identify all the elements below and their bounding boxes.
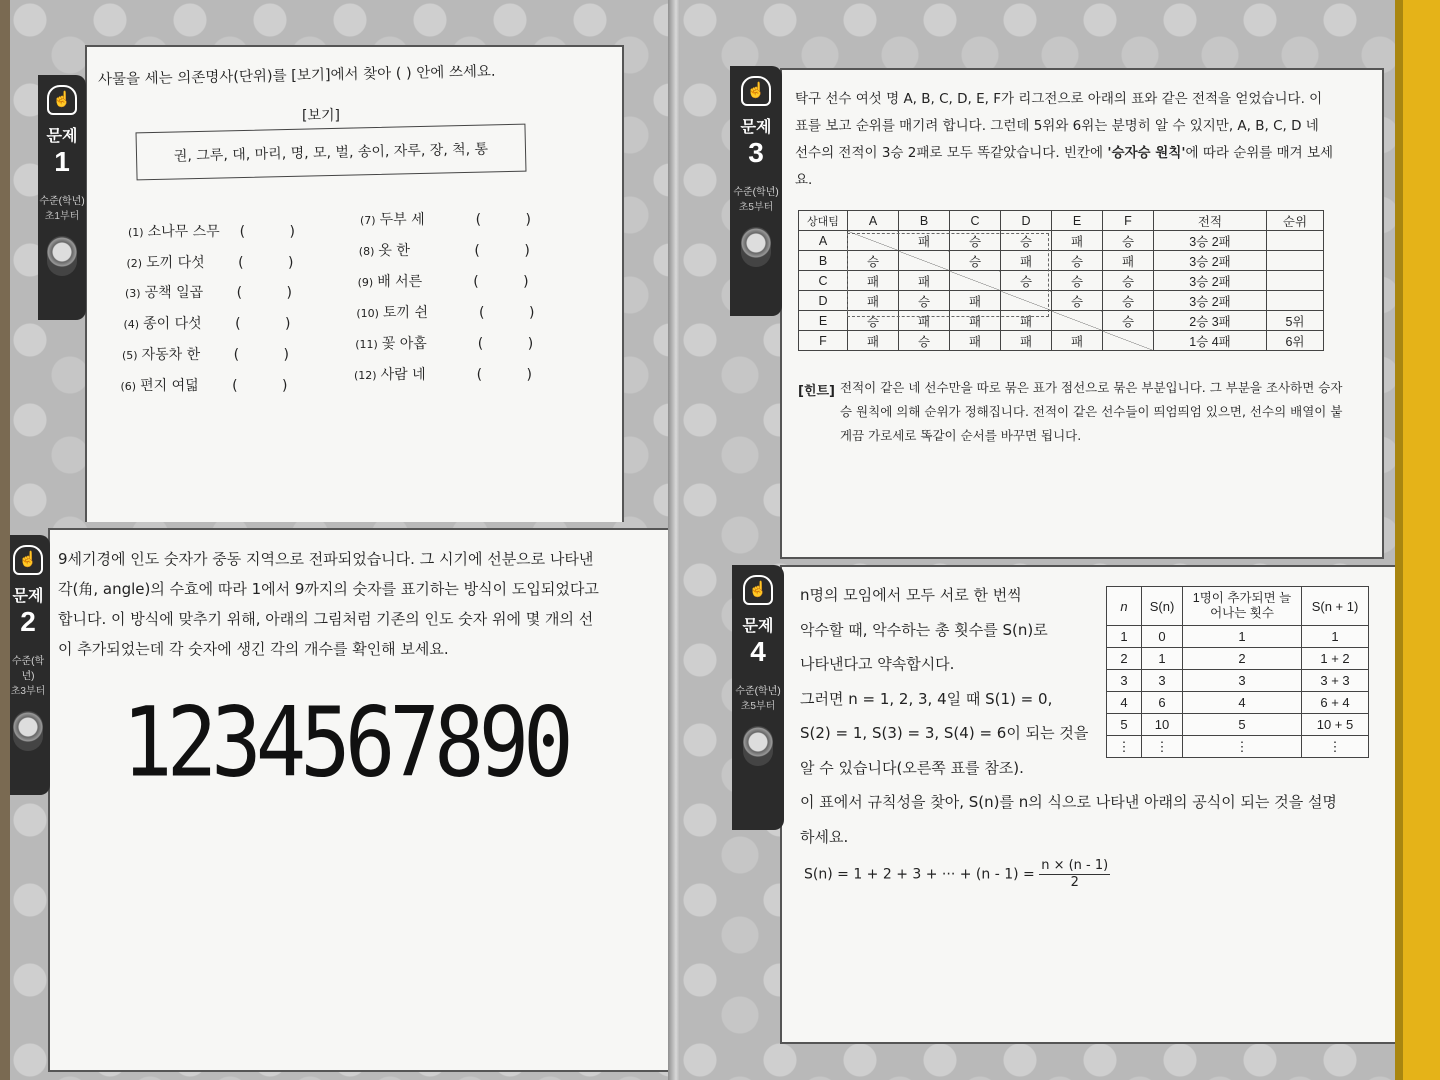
problem4-level-label: 수준(학년) xyxy=(735,686,781,697)
bogi-box xyxy=(136,124,527,181)
problem3-level-label: 수준(학년) xyxy=(733,187,779,198)
table-row xyxy=(1107,692,1369,714)
item-number: (8) xyxy=(358,245,375,258)
character-avatar xyxy=(743,726,773,766)
result-cell: 패 xyxy=(1103,251,1154,271)
problem2-text: 9세기경에 인도 숫자가 중동 지역으로 전파되었습니다. 그 시기에 선분으로 나타낸 각(角, angle)의 수효에 따라 1에서 9까지의 숫자를 표기하는 방식이 도입되었다고 합니다. 이 방식에 맞추기 위해, 아래의 그림처럼 기존의 인도 숫자 위에 몇 개의 선이 추가되었는데 각 숫자에 생긴 각의 개수를 확인해 보세요. xyxy=(58,550,599,658)
problem4-tab-number: 4 xyxy=(750,636,766,667)
answer-blank[interactable]: ( ) xyxy=(476,367,533,383)
table-cell: 1 xyxy=(1302,626,1369,648)
result-cell: 3승 2패 xyxy=(1154,271,1267,291)
result-cell: 승 xyxy=(1001,231,1052,251)
hint-text: 전적이 같은 네 선수만을 따로 묶은 표가 점선으로 묶은 부분입니다. 그 부분을 조사하면 승자승 원칙에 의해 순위가 정해집니다. 전적이 같은 선수들이 띄엄띄엄 있으면, 선수의 배열이 붙게끔 가로세로 똑같이 순서를 바꾸면 됩니다. xyxy=(840,380,1343,443)
problem1-item xyxy=(128,222,295,243)
rank-cell[interactable] xyxy=(1267,231,1324,251)
problem2-tab xyxy=(10,535,50,795)
table-cell: 5 xyxy=(1183,714,1302,736)
handshake-table xyxy=(1106,586,1369,758)
table-cell: 6 + 4 xyxy=(1302,692,1369,714)
problem2-level-label: 수준(학년) xyxy=(11,656,45,682)
table-cell: ⋮ xyxy=(1142,736,1183,758)
table-cell: 3 xyxy=(1107,670,1142,692)
item-text: 도끼 다섯 xyxy=(146,254,205,271)
result-cell: 패 xyxy=(899,271,950,291)
problem2-tab-number: 2 xyxy=(20,606,36,637)
league-table-header: D xyxy=(1001,211,1052,231)
result-cell: 승 xyxy=(899,331,950,351)
bogi-title: [보기] xyxy=(302,108,340,124)
table-cell: 6 xyxy=(1142,692,1183,714)
formula-fraction xyxy=(1039,858,1110,891)
item-number: (4) xyxy=(123,318,140,332)
table-row xyxy=(1107,736,1369,758)
result-cell: 승 xyxy=(848,251,899,271)
problem4-line: 알 수 있습니다(오른쪽 표를 참조). xyxy=(800,758,1024,777)
result-cell: 3승 2패 xyxy=(1154,231,1267,251)
result-cell: 패 xyxy=(848,331,899,351)
item-text: 종이 다섯 xyxy=(143,316,202,333)
result-cell: 승 xyxy=(899,291,950,311)
league-table-header: C xyxy=(950,211,1001,231)
handshake-header-added: 1명이 추가되면 늘어나는 횟수 xyxy=(1183,587,1302,626)
league-table-wrap xyxy=(798,210,1324,351)
table-cell: 1 xyxy=(1183,626,1302,648)
problem3-text-b: 에 따라 순위를 매겨 보세요. xyxy=(795,145,1334,188)
table-cell: 5 xyxy=(1107,714,1142,736)
answer-blank[interactable]: ( ) xyxy=(477,336,534,352)
result-cell: 패 xyxy=(1001,331,1052,351)
yellow-edge-shadow xyxy=(1395,0,1403,1080)
table-cell: 10 + 5 xyxy=(1302,714,1369,736)
league-table-header: E xyxy=(1052,211,1103,231)
yellow-book-edge xyxy=(1395,0,1440,1080)
table-cell: 10 xyxy=(1142,714,1183,736)
league-table-header: F xyxy=(1103,211,1154,231)
item-number: (12) xyxy=(354,369,377,382)
result-cell: 패 xyxy=(848,291,899,311)
answer-blank[interactable]: ( ) xyxy=(236,285,293,302)
result-cell: 패 xyxy=(1052,231,1103,251)
problem1-instruction: 사물을 세는 의존명사(단위)를 [보기]에서 찾아 ( ) 안에 쓰세요. xyxy=(97,63,496,89)
problem4-line: n명의 모임에서 모두 서로 한 번씩 xyxy=(800,586,1022,604)
result-cell: 패 xyxy=(899,311,950,331)
item-text: 꽃 아홉 xyxy=(381,336,427,352)
result-cell: 패 xyxy=(1001,311,1052,331)
result-cell: 승 xyxy=(1052,251,1103,271)
answer-blank[interactable]: ( ) xyxy=(473,274,529,290)
item-number: (10) xyxy=(356,307,379,320)
angle-digits-figure: 1234567890 xyxy=(122,686,568,799)
problem4-level-value: 초5부터 xyxy=(740,701,776,712)
item-number: (7) xyxy=(360,214,376,227)
table-cell: 0 xyxy=(1142,626,1183,648)
dashed-group-outline xyxy=(847,233,1049,317)
table-cell: 1 xyxy=(1142,648,1183,670)
answer-blank[interactable]: ( ) xyxy=(235,316,291,333)
item-number: (3) xyxy=(125,287,141,301)
result-cell xyxy=(1103,331,1154,351)
item-text: 소나무 스무 xyxy=(147,224,220,240)
problem1-tab xyxy=(38,75,86,320)
result-cell: 승 xyxy=(1103,291,1154,311)
result-cell: 승 xyxy=(1052,291,1103,311)
item-number: (6) xyxy=(120,379,137,393)
answer-blank[interactable]: ( ) xyxy=(475,212,532,228)
problem1-item xyxy=(127,253,294,274)
item-text: 공책 일곱 xyxy=(144,285,204,302)
character-avatar xyxy=(13,711,43,751)
problem3-tab-label: 문제 xyxy=(740,119,772,136)
item-text: 사람 네 xyxy=(380,367,426,383)
answer-blank[interactable]: ( ) xyxy=(478,305,535,321)
bogi-words: 권, 그루, 대, 마리, 명, 모, 벌, 송이, 자루, 장, 척, 통 xyxy=(173,141,489,165)
table-cell: 1 + 2 xyxy=(1302,648,1369,670)
item-text: 토끼 쉰 xyxy=(382,305,429,321)
hint-label: [힌트] xyxy=(798,384,835,399)
table-row xyxy=(1107,670,1369,692)
table-cell: 1 xyxy=(1107,626,1142,648)
pointing-hand-icon: ☝ xyxy=(741,76,771,106)
formula-numerator: n × (n - 1) xyxy=(1041,858,1109,873)
result-cell: 패 xyxy=(1001,251,1052,271)
row-label: E xyxy=(799,311,848,331)
problem4-tab xyxy=(732,565,784,830)
item-text: 두부 세 xyxy=(379,212,425,228)
problem4-line: 악수할 때, 악수하는 총 횟수를 S(n)로 xyxy=(800,620,1048,639)
problem1-item xyxy=(354,365,532,386)
result-cell xyxy=(1052,311,1103,331)
problem1-item xyxy=(125,283,292,304)
problem3-level-value: 초5부터 xyxy=(738,202,774,213)
problem1-level-label: 수준(학년) xyxy=(39,196,85,207)
problem1-item xyxy=(122,345,289,366)
problem2-tab-label: 문제 xyxy=(12,588,44,605)
league-table-header: B xyxy=(899,211,950,231)
left-page xyxy=(10,0,675,1080)
result-cell: 승 xyxy=(950,231,1001,251)
result-cell: 패 xyxy=(1052,331,1103,351)
answer-blank[interactable]: ( ) xyxy=(233,346,290,363)
item-text: 자동차 한 xyxy=(141,346,201,363)
row-label: C xyxy=(799,271,848,291)
problem1-item xyxy=(121,376,288,397)
result-cell: 승 xyxy=(1103,231,1154,251)
rank-cell: 5위 xyxy=(1267,311,1324,331)
table-cell: 3 xyxy=(1142,670,1183,692)
character-avatar xyxy=(47,236,77,276)
table-row xyxy=(1107,648,1369,670)
result-cell: 승 xyxy=(1052,271,1103,291)
problem4-line: 나타낸다고 약속합시다. xyxy=(800,655,955,673)
problem2-level-value: 초3부터 xyxy=(10,686,46,697)
problem1-item xyxy=(360,210,531,231)
item-number: (2) xyxy=(126,256,143,270)
league-table-corner: 상대팀 xyxy=(799,211,848,231)
result-cell: 패 xyxy=(950,291,1001,311)
result-cell: 패 xyxy=(899,231,950,251)
result-cell: 3승 2패 xyxy=(1154,291,1267,311)
result-cell: 패 xyxy=(950,311,1001,331)
problem1-item xyxy=(356,303,534,324)
item-text: 편지 여덟 xyxy=(140,377,199,394)
row-label: A xyxy=(799,231,848,251)
problem1-level-value: 초1부터 xyxy=(44,211,80,222)
handshake-header-n: n xyxy=(1107,587,1142,626)
formula-left: S(n) = 1 + 2 + 3 + ··· + (n - 1) = xyxy=(804,866,1035,883)
league-table-header: A xyxy=(848,211,899,231)
result-cell: 승 xyxy=(1103,271,1154,291)
league-table-header: 전적 xyxy=(1154,211,1267,231)
problem3-text-bold: '승자승 원칙' xyxy=(1107,145,1186,161)
pointing-hand-icon: ☝ xyxy=(47,85,77,115)
problem4-line: S(2) = 1, S(3) = 3, S(4) = 6이 되는 것을 xyxy=(800,724,1089,742)
table-cell: ⋮ xyxy=(1302,736,1369,758)
handshake-header-sn1: S(n + 1) xyxy=(1302,587,1369,626)
problem1-item xyxy=(359,241,530,262)
table-cell: 3 + 3 xyxy=(1302,670,1369,692)
answer-blank[interactable]: ( ) xyxy=(474,243,530,259)
result-cell: 승 xyxy=(1001,271,1052,291)
item-text: 옷 한 xyxy=(378,243,410,259)
answer-blank[interactable]: ( ) xyxy=(238,254,294,271)
table-cell: 4 xyxy=(1107,692,1142,714)
result-cell: 패 xyxy=(950,331,1001,351)
result-cell: 패 xyxy=(848,271,899,291)
problem4-line: 하세요. xyxy=(800,827,849,846)
problem4-tab-label: 문제 xyxy=(742,618,774,635)
problem3-tab-number: 3 xyxy=(748,137,764,168)
item-number: (5) xyxy=(122,348,138,362)
row-label: B xyxy=(799,251,848,271)
rank-cell: 6위 xyxy=(1267,331,1324,351)
item-number: (1) xyxy=(128,226,144,239)
problem4-line: 이 표에서 규칙성을 찾아, S(n)를 n의 식으로 나타낸 아래의 공식이 되는 것을 설명 xyxy=(800,793,1337,811)
item-number: (9) xyxy=(357,276,374,289)
table-row xyxy=(1107,714,1369,736)
problem1-item xyxy=(358,272,529,293)
item-text: 배 서른 xyxy=(377,274,423,290)
rank-cell[interactable] xyxy=(1267,271,1324,291)
table-cell: ⋮ xyxy=(1107,736,1142,758)
table-cell: 3 xyxy=(1183,670,1302,692)
result-cell: 승 xyxy=(950,251,1001,271)
table-cell: ⋮ xyxy=(1183,736,1302,758)
table-row xyxy=(1107,626,1369,648)
problem1-item xyxy=(124,314,291,335)
rank-cell[interactable] xyxy=(1267,291,1324,311)
rank-cell[interactable] xyxy=(1267,251,1324,271)
answer-blank[interactable]: ( ) xyxy=(239,224,296,240)
league-table-header: 순위 xyxy=(1267,211,1324,231)
handshake-table-wrap xyxy=(1106,586,1369,758)
right-page xyxy=(680,0,1395,1080)
problem3-tab xyxy=(730,66,782,316)
problem1-tab-number: 1 xyxy=(54,146,70,177)
pointing-hand-icon: ☝ xyxy=(743,575,773,605)
row-label: D xyxy=(799,291,848,311)
formula-denominator: 2 xyxy=(1070,875,1079,890)
row-label: F xyxy=(799,331,848,351)
result-cell: 1승 4패 xyxy=(1154,331,1267,351)
character-avatar xyxy=(741,227,771,267)
handshake-header-sn: S(n) xyxy=(1142,587,1183,626)
pointing-hand-icon: ☝ xyxy=(13,545,43,575)
item-number: (11) xyxy=(355,338,378,351)
problem1-tab-label: 문제 xyxy=(46,128,78,145)
problem1-item xyxy=(355,334,533,355)
result-cell: 승 xyxy=(848,311,899,331)
table-cell: 2 xyxy=(1183,648,1302,670)
answer-blank[interactable]: ( ) xyxy=(232,377,288,394)
handshake-table-body xyxy=(1107,626,1369,758)
result-cell: 2승 3패 xyxy=(1154,311,1267,331)
handshake-formula xyxy=(804,858,1110,891)
table-row xyxy=(799,331,1324,351)
result-cell: 3승 2패 xyxy=(1154,251,1267,271)
table-cell: 2 xyxy=(1107,648,1142,670)
result-cell: 승 xyxy=(1103,311,1154,331)
table-cell: 4 xyxy=(1183,692,1302,714)
problem3-text-a: 탁구 선수 여섯 명 A, B, C, D, E, F가 리그전으로 아래의 표와 같은 전적을 얻었습니다. 이 표를 보고 순위를 매기려 합니다. 그런데 5위와 6위는 분명히 알 수 있지만, A, B, C, D 네 선수의 전적이 3승 2패로 모두 똑같았습니다. 빈칸에 xyxy=(795,91,1323,161)
problem3-text xyxy=(795,86,1335,194)
problem4-line: 그러면 n = 1, 2, 3, 4일 때 S(1) = 0, xyxy=(800,689,1053,708)
